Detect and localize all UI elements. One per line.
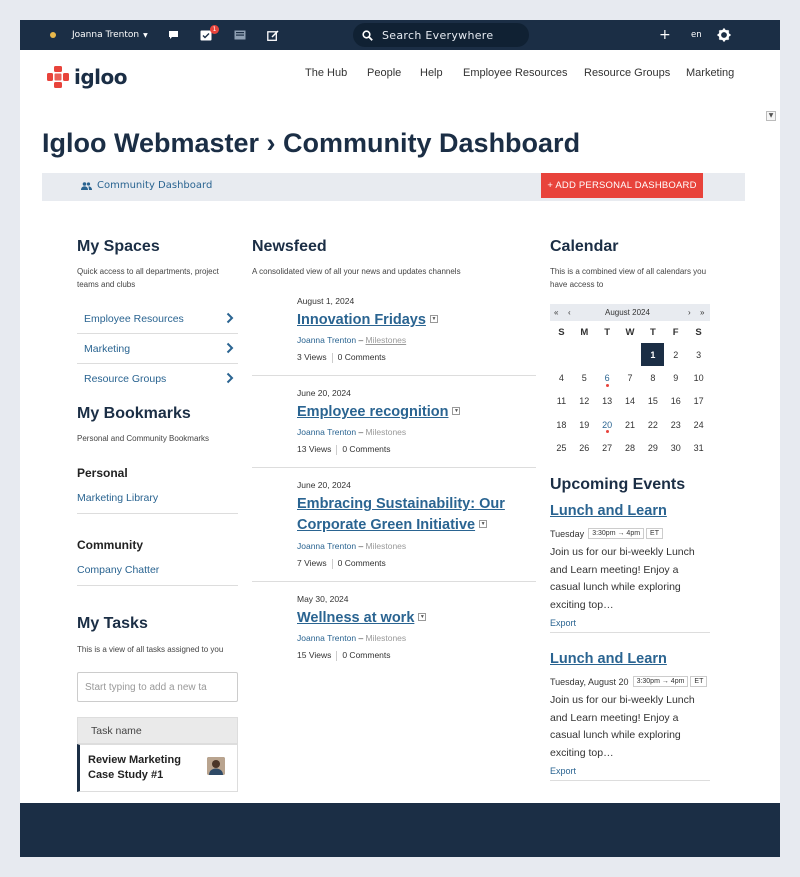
event-title-link[interactable]: Lunch and Learn	[550, 651, 667, 667]
tasks-icon[interactable]	[200, 20, 212, 50]
bookmark-marketing-library[interactable]: Marketing Library	[77, 492, 238, 514]
calendar-day[interactable]: 3	[696, 349, 702, 360]
calendar-day[interactable]: 29	[647, 442, 658, 453]
space-item-resource-groups[interactable]	[77, 364, 238, 394]
calendar-day[interactable]: 17	[693, 396, 704, 407]
chevron-right-icon	[226, 372, 234, 384]
chat-icon[interactable]	[168, 20, 179, 50]
calendar-day[interactable]: 1	[641, 343, 664, 366]
nav-employee-resources[interactable]: Employee Resources	[463, 67, 568, 79]
calendar-header	[550, 304, 710, 321]
my-tasks-heading: My Tasks	[77, 615, 148, 632]
calendar-day[interactable]: 21	[624, 419, 635, 430]
calendar-day[interactable]: 10	[693, 372, 704, 383]
add-personal-dashboard-button[interactable]: + ADD PERSONAL DASHBOARD	[541, 173, 703, 198]
next-month-button[interactable]: ›	[688, 308, 691, 317]
calendar-weekday: T	[649, 326, 656, 338]
event-timezone-badge: ET	[690, 676, 707, 687]
prev-month-button[interactable]: ‹	[568, 308, 571, 317]
tab-label: Community Dashboard	[97, 180, 213, 191]
chevron-right-icon	[226, 312, 234, 324]
calendar-empty-cell	[596, 343, 619, 366]
search-placeholder: Search Everywhere	[382, 28, 494, 42]
post-menu-icon[interactable]: ▼	[480, 521, 486, 528]
post-stats: 13 Views 0 Comments	[297, 444, 391, 454]
space-item-marketing[interactable]	[77, 334, 238, 364]
calendar-day[interactable]: 31	[693, 442, 704, 453]
post-title-link[interactable]: Employee recognition ▼	[297, 404, 459, 420]
event-export-link[interactable]: Export	[550, 766, 577, 776]
calendar-weekday: S	[558, 326, 565, 338]
calendar-day[interactable]: 23	[670, 419, 681, 430]
calendar-weekday: T	[604, 326, 611, 338]
calendar-day[interactable]: 13	[602, 396, 613, 407]
calendar-day[interactable]: 8	[650, 372, 656, 383]
post-title-link[interactable]: Wellness at work ▼	[297, 610, 425, 626]
post-stats: 15 Views 0 Comments	[297, 650, 391, 660]
calendar-weekday: W	[625, 326, 635, 338]
bookmarks-community-label: Community	[77, 538, 143, 552]
event-date: Tuesday, August 20 3:30pm → 4pm ET	[550, 676, 707, 687]
prev-year-button[interactable]: «	[554, 308, 559, 317]
tasks-badge: 1	[210, 25, 219, 34]
post-category[interactable]: Milestones	[365, 541, 407, 551]
calendar-month-label: August 2024	[605, 308, 650, 317]
nav-marketing[interactable]: Marketing	[686, 67, 735, 79]
post-stats: 7 Views 0 Comments	[297, 558, 386, 568]
language-selector[interactable]: en	[691, 30, 702, 40]
bookmark-company-chatter[interactable]: Company Chatter	[77, 564, 238, 586]
calendar-day[interactable]: 28	[624, 442, 635, 453]
newsfeed-heading: Newsfeed	[252, 238, 327, 255]
calendar-day[interactable]: 19	[579, 419, 590, 430]
calendar-weekday: F	[672, 326, 679, 338]
calendar-day[interactable]: 25	[556, 442, 567, 453]
calendar-empty-cell	[550, 343, 573, 366]
calendar-weekday: S	[695, 326, 702, 338]
calendar-day[interactable]: 27	[602, 442, 613, 453]
post-menu-icon[interactable]: ▼	[431, 316, 437, 323]
presence-indicator	[50, 32, 56, 38]
event-time-badge: 3:30pm → 4pm	[588, 528, 644, 539]
event-timezone-badge: ET	[646, 528, 663, 539]
calendar-day[interactable]: 7	[627, 372, 633, 383]
user-name: Joanna Trenton	[72, 30, 140, 40]
calendar-day[interactable]: 6	[596, 366, 619, 389]
post-date: June 20, 2024	[297, 388, 351, 398]
post-author[interactable]: Joanna Trenton – Milestones	[297, 335, 407, 345]
post-title-link[interactable]: Embracing Sustainability: Our Corporate Green Initiative ▼	[297, 496, 505, 533]
calendar-day[interactable]: 15	[647, 396, 658, 407]
inbox-icon[interactable]	[234, 20, 246, 50]
nav-people[interactable]: People	[367, 67, 402, 79]
user-menu[interactable]	[50, 20, 148, 50]
compose-icon[interactable]	[267, 20, 279, 50]
event-export-link[interactable]: Export	[550, 618, 577, 628]
space-item-label: Resource Groups	[84, 373, 167, 385]
chevron-right-icon	[226, 342, 234, 354]
bookmarks-personal-label: Personal	[77, 466, 128, 480]
igloo-logo-icon	[47, 66, 69, 88]
page-options-button[interactable]: ▼	[766, 111, 776, 121]
event-time-badge: 3:30pm → 4pm	[633, 676, 689, 687]
calendar-day[interactable]: 4	[558, 372, 564, 383]
newsfeed-post	[252, 376, 536, 468]
newsfeed-post	[252, 290, 536, 376]
space-item-employee-resources[interactable]	[77, 304, 238, 334]
nav-the-hub[interactable]: The Hub	[305, 67, 348, 79]
upcoming-events-heading: Upcoming Events	[550, 476, 686, 493]
space-item-label: Marketing	[84, 342, 131, 355]
post-category[interactable]: Milestones	[365, 633, 407, 643]
post-title-link[interactable]: Innovation Fridays ▼	[297, 312, 437, 328]
calendar-heading: Calendar	[550, 238, 619, 255]
my-bookmarks-heading: My Bookmarks	[77, 405, 191, 422]
event-card	[550, 503, 710, 633]
calendar-day[interactable]: 12	[579, 396, 590, 407]
top-bar	[20, 20, 780, 50]
site-header	[20, 50, 780, 104]
nav-help[interactable]: Help	[420, 67, 443, 79]
calendar-empty-cell	[573, 343, 596, 366]
calendar-day[interactable]: 20	[596, 413, 619, 436]
event-date: Tuesday 3:30pm → 4pm ET	[550, 528, 663, 539]
next-year-button[interactable]: »	[700, 308, 705, 317]
logo-text: igloo	[74, 65, 128, 89]
calendar-day[interactable]: 16	[670, 396, 681, 407]
post-category[interactable]: Milestones	[365, 335, 407, 345]
calendar-day[interactable]: 24	[693, 419, 704, 430]
plus-icon[interactable]: +	[659, 27, 671, 43]
newsfeed-post	[252, 582, 536, 672]
my-spaces-heading: My Spaces	[77, 238, 160, 255]
page-title: Igloo Webmaster › Community Dashboard	[42, 128, 581, 158]
calendar-day[interactable]: 14	[624, 396, 635, 407]
search-input[interactable]	[353, 23, 529, 47]
calendar-day[interactable]: 18	[556, 419, 567, 430]
settings-icon[interactable]	[717, 20, 731, 50]
calendar-day[interactable]: 30	[670, 442, 681, 453]
newsfeed-description: A consolidated view of all your news and updates channels	[252, 267, 461, 276]
post-date: August 1, 2024	[297, 296, 355, 306]
calendar-day[interactable]: 22	[647, 419, 658, 430]
search-icon	[362, 30, 373, 41]
event-description: Join us for our bi-weekly Lunch and Learn meeting! Enjoy a casual lunch while exploring exciting top…	[550, 546, 695, 611]
post-author[interactable]: Joanna Trenton – Milestones	[297, 633, 407, 643]
nav-resource-groups[interactable]: Resource Groups	[584, 67, 671, 79]
people-icon	[81, 182, 92, 190]
post-date: June 20, 2024	[297, 480, 351, 490]
page-footer	[20, 803, 780, 857]
event-card	[550, 651, 710, 781]
my-bookmarks-description: Personal and Community Bookmarks	[77, 434, 210, 443]
post-menu-icon[interactable]: ▼	[419, 614, 425, 621]
task-column-header: Task name	[77, 717, 238, 744]
post-author[interactable]: Joanna Trenton – Milestones	[297, 541, 407, 551]
space-item-label: Employee Resources	[84, 312, 184, 325]
calendar-weekday: M	[580, 326, 589, 338]
igloo-logo[interactable]	[47, 65, 127, 89]
post-menu-icon[interactable]: ▼	[454, 408, 459, 415]
my-spaces-description: Quick access to all departments, project teams and clubs	[77, 267, 219, 289]
calendar-empty-cell	[619, 343, 642, 366]
post-stats: 3 Views 0 Comments	[297, 352, 386, 362]
browser-frame	[20, 20, 780, 857]
calendar-grid	[550, 321, 710, 459]
new-task-input[interactable]: Start typing to add a new ta	[77, 672, 238, 702]
post-category[interactable]: Milestones	[365, 427, 407, 437]
avatar	[207, 757, 225, 775]
post-author[interactable]: Joanna Trenton – Milestones	[297, 427, 407, 437]
calendar-day[interactable]: 26	[579, 442, 590, 453]
my-tasks-description: This is a view of all tasks assigned to you	[77, 645, 224, 654]
post-date: May 30, 2024	[297, 594, 349, 604]
task-name: Review Marketing Case Study #1	[88, 754, 181, 781]
event-description: Join us for our bi-weekly Lunch and Learn meeting! Enjoy a casual lunch while exploring exciting top…	[550, 694, 695, 759]
newsfeed-post	[252, 468, 536, 582]
calendar-day[interactable]: 11	[556, 396, 567, 407]
calendar-day[interactable]: 2	[673, 349, 679, 360]
calendar-day[interactable]: 9	[673, 372, 679, 383]
event-title-link[interactable]: Lunch and Learn	[550, 503, 667, 519]
calendar-widget	[550, 304, 710, 459]
calendar-description: This is a combined view of all calendars you have access to	[550, 267, 707, 289]
tab-community-dashboard[interactable]	[81, 180, 212, 191]
caret-down-icon: ▼	[143, 31, 148, 39]
calendar-day[interactable]: 5	[581, 372, 587, 383]
